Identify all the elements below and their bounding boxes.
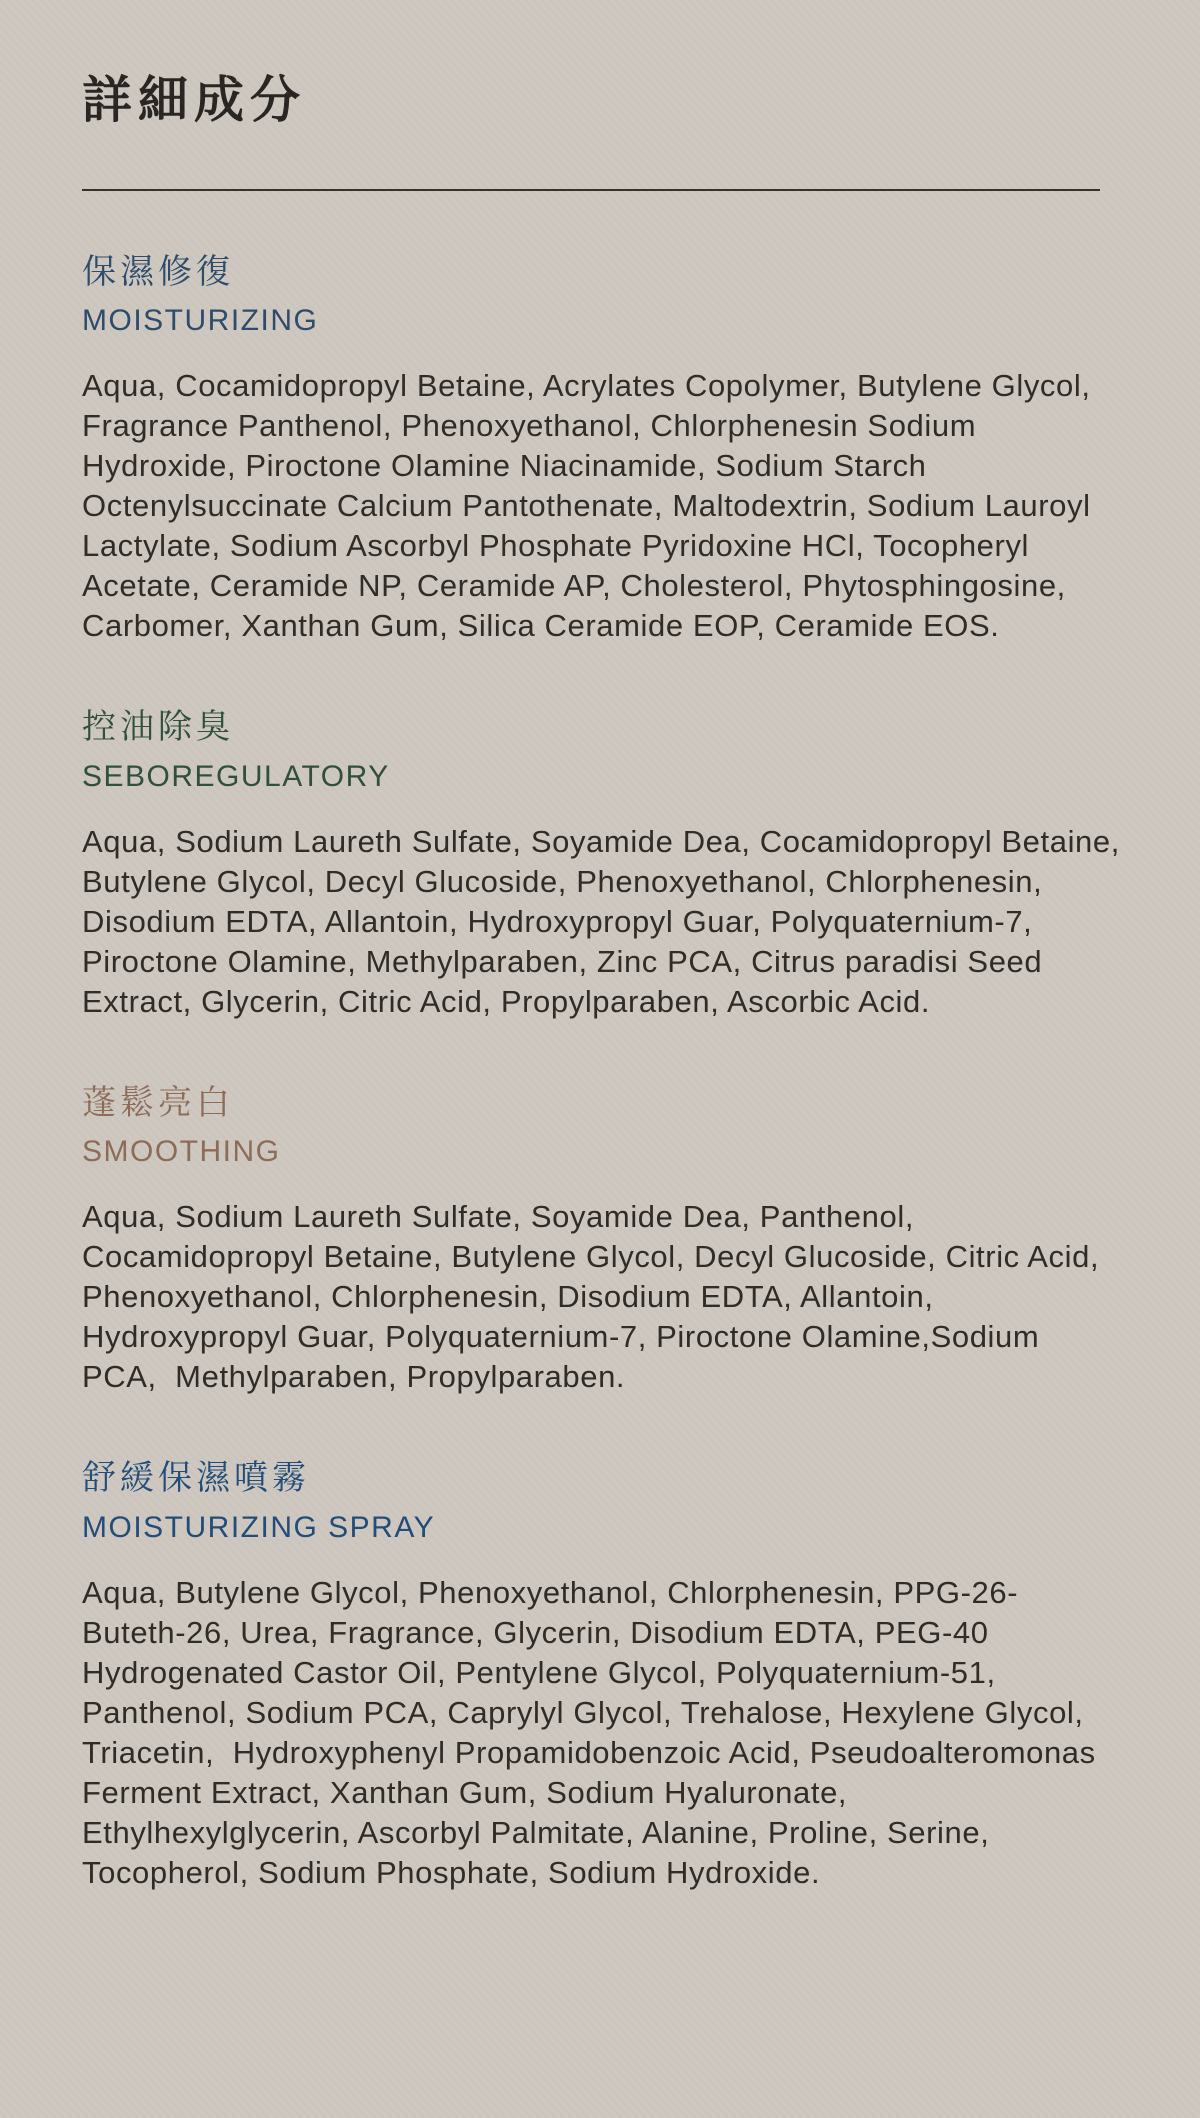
section-heading-zh: 舒緩保濕噴霧 — [82, 1459, 310, 1497]
section-heading-zh: 蓬鬆亮白 — [82, 1083, 234, 1122]
section-heading-en: MOISTURIZING SPRAY — [82, 1510, 436, 1544]
ingredients-text: Aqua, Sodium Laureth Sulfate, Soyamide Dea, Panthenol, Cocamidopropyl Betaine, Butylene Glycol, Decyl Glucoside, Citric Acid, Phenoxyethanol, Chlorphenesin, Disodium EDTA, Allantoin, Hydroxypropyl Guar, Polyquaternium-7, Piroctone Olamine,Sodium PCA, Methylparaben, Propylparaben. — [82, 1199, 1109, 1394]
section-seboregulatory — [82, 706, 1130, 1022]
title-divider — [82, 189, 1100, 191]
section-heading-en: SMOOTHING — [82, 1135, 281, 1168]
section-smoothing — [82, 1082, 1118, 1398]
section-heading-en: MOISTURIZING — [82, 304, 319, 337]
section-moisturizing-spray — [82, 1457, 1118, 1893]
section-heading-zh: 保濕修復 — [82, 252, 234, 291]
ingredients-text: Aqua, Sodium Laureth Sulfate, Soyamide Dea, Cocamidopropyl Betaine, Butylene Glycol, Decyl Glucoside, Phenoxyethanol, Chlorphenesin, Disodium EDTA, Allantoin, Hydroxypropyl Guar, Polyquaternium-7, Piroctone Olamine, Methylparaben, Zinc PCA, Citrus paradisi Seed Extract, Glycerin, Citric Acid, Propylparaben, Ascorbic Acid. — [82, 823, 1130, 1019]
ingredients-text: Aqua, Cocamidopropyl Betaine, Acrylates Copolymer, Butylene Glycol, Fragrance Panthenol, Phenoxyethanol, Chlorphenesin Sodium Hydroxide, Piroctone Olamine Niacinamide, Sodium Starch Octenylsuccinate Calcium Pantothenate, Maltodextrin, Sodium Lauroyl Lactylate, Sodium Ascorbyl Phosphate Pyridoxine HCl, Tocopheryl Acetate, Ceramide NP, Ceramide AP, Cholesterol, Phytosphingosine, Carbomer, Xanthan Gum, Silica Ceramide EOP, Ceramide EOS. — [82, 368, 1100, 643]
section-heading-en: SEBOREGULATORY — [82, 759, 390, 793]
section-heading-zh: 控油除臭 — [82, 708, 234, 746]
section-moisturizing — [82, 251, 1118, 647]
ingredients-text: Aqua, Butylene Glycol, Phenoxyethanol, Chlorphenesin, PPG-26-Buteth-26, Urea, Fragrance, Glycerin, Disodium EDTA, PEG-40 Hydrogenated Castor Oil, Pentylene Glycol, Polyquaternium-51, Panthenol, Sodium PCA, Caprylyl Glycol, Trehalose, Hexylene Glycol, Triacetin, Hydroxyphenyl Propamidobenzoic Acid, Pseudoalteromonas Ferment Extract, Xanthan Gum, Sodium Hyaluronate, Ethylhexylglycerin, Ascorbyl Palmitate, Alanine, Proline, Serine, Tocopherol, Sodium Phosphate, Sodium Hydroxide. — [82, 1574, 1105, 1890]
page-title: 詳細成分 — [82, 72, 306, 128]
